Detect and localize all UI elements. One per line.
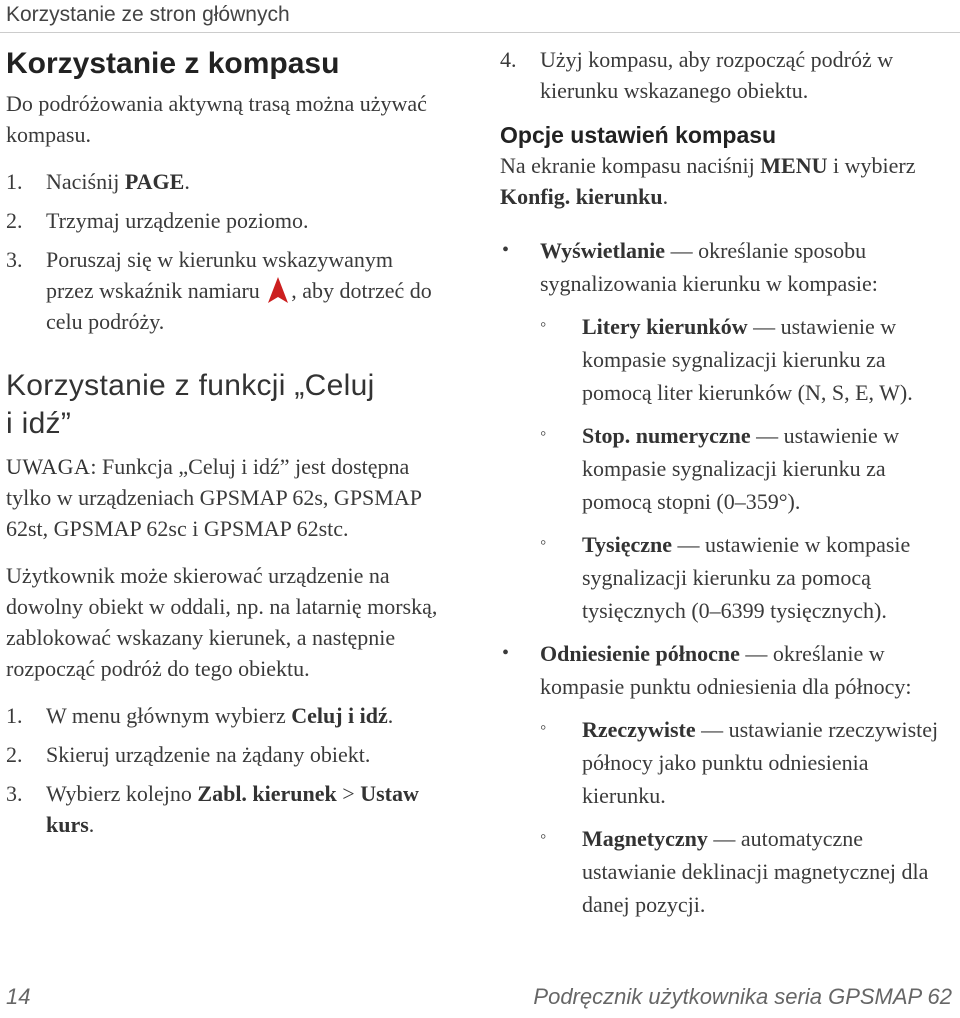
- suboption-term: Stop. numeryczne: [582, 423, 751, 448]
- intro-mid: i wybierz: [827, 153, 916, 178]
- step-text-end: , aby dotrzeć do celu podróży.: [46, 278, 432, 334]
- step-key-2: Ustaw kurs: [46, 781, 419, 837]
- sub-bullet-icon: ◦: [540, 532, 547, 552]
- step-key: Celuj i idź: [291, 703, 388, 728]
- compass-step-3: [6, 244, 446, 337]
- step-text-end: .: [88, 812, 95, 837]
- goto-title-line-2: i idź”: [6, 407, 72, 440]
- note-label: UWAGA: [6, 454, 91, 479]
- goto-paragraph: Użytkownik może skierować urządzenie na dowolny obiekt w oddali, np. na latarnię morską, zablokować wskazany kierunek, a następnie rozpocząć podróż do tego obiektu.: [6, 563, 438, 681]
- step-text: Poruszaj się w kierunku wskazywanym przez wskaźnik namiaru: [46, 247, 394, 303]
- step-number: 3.: [6, 781, 23, 806]
- option-term: Wyświetlanie: [540, 238, 666, 263]
- suboption-true-north: [500, 713, 956, 812]
- step-number: 2.: [6, 208, 23, 233]
- section-title-goto: [6, 367, 446, 443]
- option-north-reference: [500, 637, 956, 703]
- suboption-term: Magnetyczny: [582, 826, 708, 851]
- step-text: Naciśnij: [46, 169, 125, 194]
- suboption-term: Rzeczywiste: [582, 717, 696, 742]
- compass-intro: Do podróżowania aktywną trasą można używać kompasu.: [6, 91, 427, 147]
- step-number: 3.: [6, 247, 23, 272]
- menu-option: Konfig. kierunku: [500, 184, 663, 209]
- sub-bullet-icon: ◦: [540, 826, 547, 846]
- section-title-compass: Korzystanie z kompasu: [6, 47, 340, 80]
- step-text: Skieruj urządzenie na żądany obiekt.: [46, 742, 371, 767]
- option-term: Odniesienie północne: [540, 641, 740, 666]
- manual-title: Podręcznik użytkownika seria GPSMAP 62: [533, 984, 952, 1009]
- step-number: 4.: [500, 47, 517, 72]
- step-number: 1.: [6, 703, 23, 728]
- right-column: [500, 44, 956, 931]
- suboption-term: Tysięczne: [582, 532, 673, 557]
- goto-step-3: [6, 778, 446, 840]
- suboption-mils: [500, 528, 956, 627]
- compass-step-2: [6, 205, 446, 236]
- compass-step-1: [6, 166, 446, 197]
- sub-bullet-icon: ◦: [540, 423, 547, 443]
- running-head-text: Korzystanie ze stron głównych: [6, 3, 290, 26]
- step-text-end: .: [387, 703, 394, 728]
- sub-bullet-icon: ◦: [540, 717, 547, 737]
- suboption-desc: — ustawienie w kompasie sygnalizacji kierunku za pomocą stopni (0–359°).: [582, 423, 900, 514]
- step-key: Zabl. kierunek: [197, 781, 337, 806]
- intro-end: .: [662, 184, 669, 209]
- goto-step-1: [6, 700, 446, 731]
- sub-bullet-icon: ◦: [540, 314, 547, 334]
- step-text: Trzymaj urządzenie poziomo.: [46, 208, 309, 233]
- step-key: PAGE: [124, 169, 185, 194]
- step-text: Użyj kompasu, aby rozpocząć podróż w kierunku wskazanego obiektu.: [540, 47, 894, 103]
- suboption-desc: — automatyczne ustawianie deklinacji magnetycznej dla danej pozycji.: [582, 826, 929, 917]
- option-desc: — określanie sposobu sygnalizowania kierunku w kompasie:: [540, 238, 878, 296]
- goto-step-2: [6, 739, 446, 770]
- goto-step-4: [500, 44, 956, 106]
- menu-key: MENU: [760, 153, 828, 178]
- suboption-desc: — ustawienie w kompasie sygnalizacji kierunku za pomocą tysięcznych (0–6399 tysięcznych).: [582, 532, 911, 623]
- left-column: [6, 44, 446, 848]
- intro-text: Na ekranie kompasu naciśnij: [500, 153, 761, 178]
- suboption-desc: — ustawianie rzeczywistej północy jako punktu odniesienia kierunku.: [582, 717, 939, 808]
- page-number: 14: [6, 984, 31, 1009]
- suboption-term: Litery kierunków: [582, 314, 748, 339]
- suboption-desc: — ustawienie w kompasie sygnalizacji kierunku za pomocą liter kierunków (N, S, E, W).: [582, 314, 913, 405]
- suboption-magnetic: [500, 822, 956, 921]
- option-display: [500, 234, 956, 300]
- goto-note: [6, 451, 446, 544]
- section-title-options: Opcje ustawień kompasu: [500, 122, 777, 148]
- running-header: [0, 0, 960, 33]
- step-text: W menu głównym wybierz: [46, 703, 292, 728]
- step-number: 2.: [6, 742, 23, 767]
- bullet-icon: •: [502, 239, 510, 261]
- suboption-letters: [500, 310, 956, 409]
- bullet-icon: •: [502, 642, 510, 664]
- step-separator: >: [336, 781, 361, 806]
- step-number: 1.: [6, 169, 23, 194]
- option-desc: — określanie w kompasie punktu odniesienia dla północy:: [540, 641, 912, 699]
- note-text: : Funkcja „Celuj i idź” jest dostępna tylko w urządzeniach GPSMAP 62s, GPSMAP 62st, GPSMAP 62sc i GPSMAP 62stc.: [6, 454, 422, 541]
- suboption-degrees: [500, 419, 956, 518]
- bearing-pointer-icon: [267, 276, 289, 304]
- options-intro: [500, 150, 956, 212]
- step-text: Wybierz kolejno: [46, 781, 198, 806]
- step-text-end: .: [184, 169, 190, 194]
- goto-title-line-1: Korzystanie z funkcji „Celuj: [6, 369, 375, 402]
